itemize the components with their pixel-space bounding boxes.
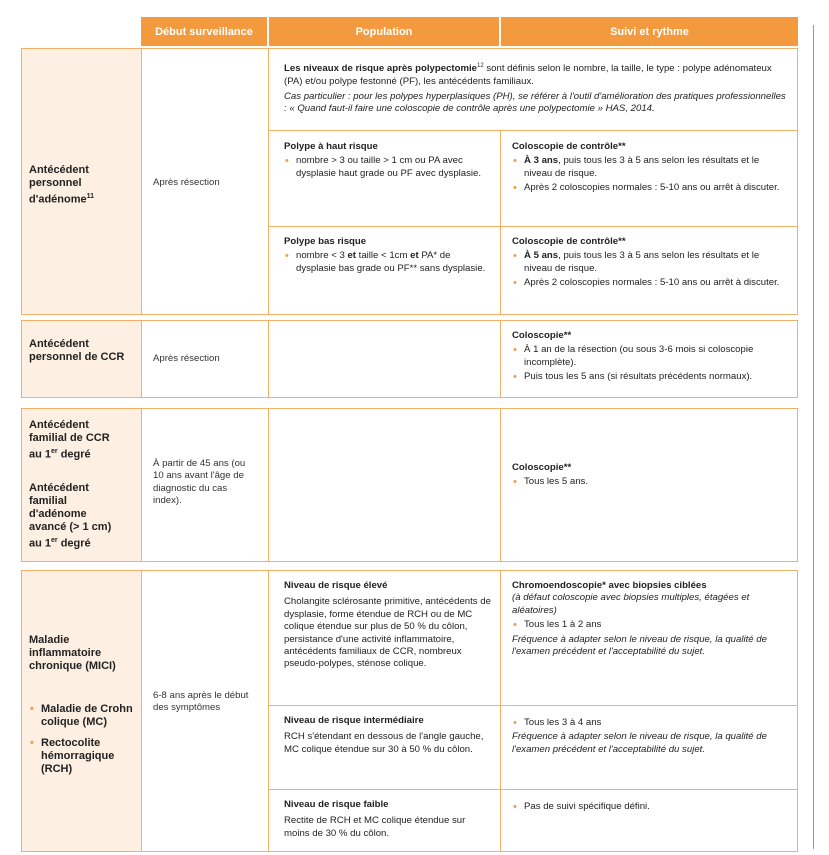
suivi-high-adenome: Coloscopie de contrôle** • À 3 ans, puis tous les 3 à 5 ans selon les résultats et le niveau de risque. • Après 2 coloscopies normales : 5-10 ans ou arrêt à discuter. [500, 130, 798, 227]
intro-cell: Les niveaux de risque après polypectomie$^{12}$ sont définis selon le nombre, la taille, le type : polype adénomateux (PA) et/ou polype festonné (PF), les antécédents familiaux. Cas particulier : pour les polypes hyperplasiques (PH), se référer à l'outil d'amélioration des pratiques professionnelles : « Quand faut-il faire une coloscopie de contrôle après une polypectomie » HAS, 2014. [268, 48, 798, 131]
debut-adenome: Après résection [153, 177, 220, 188]
list-item: • Tous les 5 ans. [512, 476, 789, 488]
intro-italic: Cas particulier : pour les polypes hyperplasiques (PH), se référer à l'outil d'amélioration des pratiques professionnelles : « Quand faut-il faire une coloscopie de contrôle après une polypectomie » HAS, 2014. [284, 91, 786, 115]
list-item: • À 1 an de la résection (ou sous 3-6 mois si coloscopie incomplète). [512, 344, 789, 369]
suivi-familial: Coloscopie** • Tous les 5 ans. [500, 408, 798, 562]
list-item: • nombre < 3 et taille < 1cm et PA* de dysplasie bas grade ou PF** sans dysplasie. [284, 250, 492, 275]
debut-mici: 6-8 ans après le début des symptômes [153, 690, 249, 714]
population-high-adenome: Polype à haut risque • nombre > 3 ou taille > 1 cm ou PA avec dysplasie haut grade ou PF avec dysplasie. [268, 130, 501, 227]
suivi-low-adenome: Coloscopie de contrôle** • À 5 ans, puis tous les 3 à 5 ans selon les résultats et le niveau de risque. • Après 2 coloscopies normales : 5-10 ans ou arrêt à discuter. [500, 226, 798, 315]
intro-bold: Les niveaux de risque après polypectomie [284, 63, 478, 75]
debut-ccr: Après résection [153, 353, 220, 364]
header-suivi: Suivi et rythme [501, 17, 798, 46]
suivi-mid-mici: • Tous les 3 à 4 ans Fréquence à adapter selon le niveau de risque, la qualité de l'examen précédent et l'acceptabilité du sujet. [500, 705, 798, 790]
section-title-familial-adenome: Antécédent familial d'adénome avancé (> 1 cm) au 1er degré [29, 482, 112, 550]
header-population: Population [269, 17, 499, 46]
list-item: • nombre > 3 ou taille > 1 cm ou PA avec dysplasie haut grade ou PF avec dysplasie. [284, 155, 492, 180]
population-mid-mici: Niveau de risque intermédiaire RCH s'étendant en dessous de l'angle gauche, MC colique étendue sur 30 à 50 % du côlon. [268, 705, 501, 790]
list-item: • Tous les 3 à 4 ans [512, 717, 789, 729]
header-debut: Début surveillance [141, 17, 267, 46]
list-item: • Puis tous les 5 ans (si résultats précédents normaux). [512, 371, 789, 383]
section-title-ccr: Antécédent personnel de CCR [29, 338, 125, 363]
list-item: • Tous les 1 à 2 ans [512, 619, 789, 631]
suivi-high-mici: Chromoendoscopie* avec biopsies ciblées (à défaut coloscopie avec biopsies multiples, étagées et aléatoires) • Tous les 1 à 2 ans Fréquence à adapter selon le niveau de risque, la qualité de l'examen précédent et l'acceptabilité du sujet. [500, 570, 798, 706]
list-item: • À 5 ans, puis tous les 3 à 5 ans selon les résultats et le niveau de risque. [512, 250, 789, 275]
suivi-ccr: Coloscopie** • À 1 an de la résection (ou sous 3-6 mois si coloscopie incomplète). • Puis tous les 5 ans (si résultats précédents normaux). [500, 320, 798, 398]
list-item: • Après 2 coloscopies normales : 5-10 ans ou arrêt à discuter. [512, 277, 789, 289]
population-low-mici: Niveau de risque faible Rectite de RCH et MC colique étendue sur moins de 30 % du côlon. [268, 789, 501, 852]
section-title-mici: Maladie inflammatoire chronique (MICI) [29, 634, 116, 672]
list-item: • À 3 ans, puis tous les 3 à 5 ans selon les résultats et le niveau de risque. [512, 155, 789, 180]
intro-text: sont définis selon le nombre, la taille, le type : polype adénomateux (PA) et/ou polype festonné (PF), les antécédents familiaux. [284, 63, 772, 87]
list-item: • Pas de suivi spécifique défini. [512, 801, 789, 813]
population-high-mici: Niveau de risque élevé Cholangite sclérosante primitive, antécédents de dysplasie, forme étendue de RCH ou de MC colique étendue sur plus de 50 % du côlon, persistance d'une activité inflammatoire, antécédents familiaux de CCR, nombreux pseudo-polypes, sténose colique. [268, 570, 501, 706]
suivi-low-mici [500, 789, 798, 852]
debut-familial: À partir de 45 ans (ou 10 ans avant l'âge de diagnostic du cas index). [153, 458, 246, 507]
page-edge-rule [813, 25, 814, 849]
list-item: • Après 2 coloscopies normales : 5-10 ans ou arrêt à discuter. [512, 182, 789, 194]
population-familial [268, 408, 501, 562]
section-title-adenome: Antécédent personnel d'adénome$^{11}$ [29, 164, 95, 206]
mici-sublist [29, 703, 134, 784]
section-title-familial-ccr: Antécédent familial de CCR au 1er degré [29, 419, 110, 461]
list-item: • Maladie de Crohn colique (MC) [29, 703, 134, 729]
list-item: • Rectocolite hémorragique (RCH) [29, 737, 134, 776]
population-ccr [268, 320, 501, 398]
population-low-adenome: Polype bas risque • nombre < 3 et taille < 1cm et PA* de dysplasie bas grade ou PF** sans dysplasie. [268, 226, 501, 315]
